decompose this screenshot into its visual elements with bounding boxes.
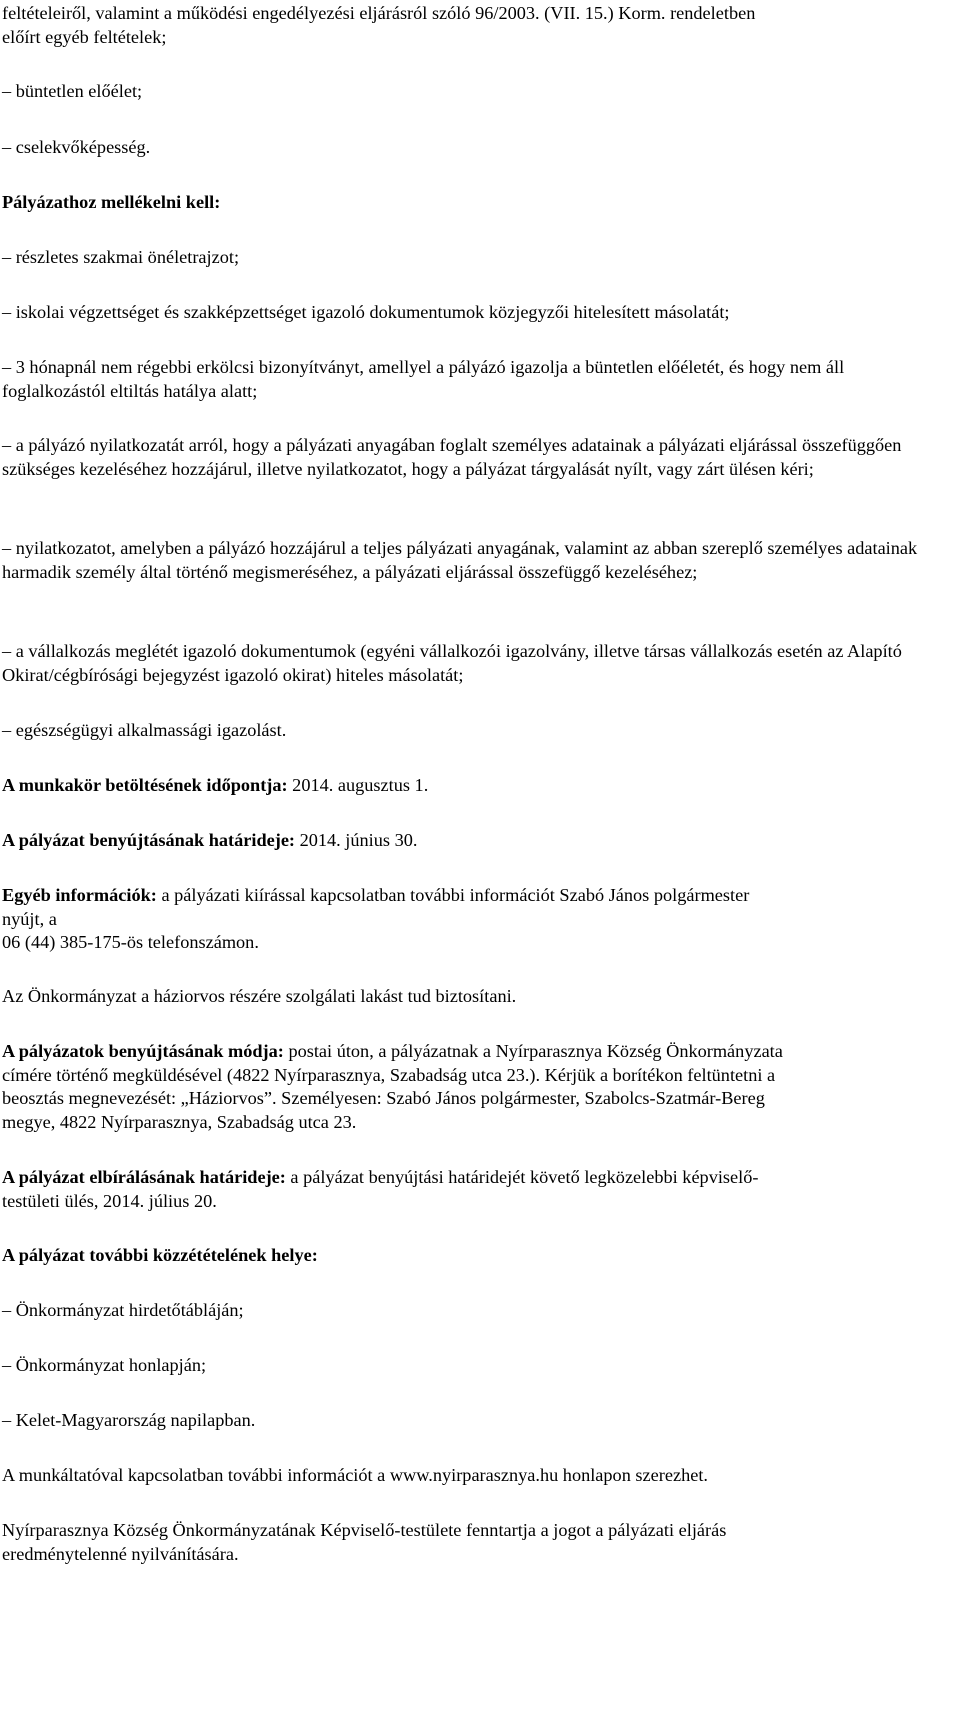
start-date-label: A munkakör betöltésének időpontja:: [2, 775, 288, 795]
attachments-heading: Pályázathoz mellékelni kell:: [2, 192, 221, 212]
evaluation-deadline: A pályázat elbírálásának határideje: a pályázat benyújtási határidejét követő legközelebbi képviselő- testületi ülés, 2014. július 20.: [2, 1167, 759, 1211]
publication-place: – Önkormányzat hirdetőtábláján;: [2, 1300, 244, 1320]
requirement-item: – büntetlen előélet;: [2, 81, 143, 101]
evaluation-label: A pályázat elbírálásának határideje:: [2, 1167, 286, 1187]
submission-deadline: [2, 829, 950, 853]
deadline-value: 2014. június 30.: [295, 830, 418, 850]
submission-method: A pályázatok benyújtásának módja: postai úton, a pályázatnak a Nyírparasznya Község Önkormányzata címére történő megküldésével (4822 Nyírparasznya, Szabadság utca 23.). Kérjük a borítékon feltüntetni a beosztás megnevezését: „Háziorvos”. Személyesen: Szabó János polgármester, Szabolcs-Szatmár-Bereg megye, 4822 Nyírparasznya, Szabadság utca 23.: [2, 1041, 783, 1132]
attachment-item: – iskolai végzettséget és szakképzettséget igazoló dokumentumok közjegyzői hitelesített másolatát;: [2, 302, 730, 322]
intro-line-1: feltételeiről, valamint a működési engedélyezési eljárásról szóló 96/2003. (VII. 15.) Korm. rendeletben: [2, 3, 756, 23]
publication-place: – Önkormányzat honlapján;: [2, 1355, 207, 1375]
attachment-item: – a vállalkozás meglétét igazoló dokumentumok (egyéni vállalkozói igazolvány, illetve társas vállalkozás esetén az Alapító Okirat/cégbírósági bejegyzést igazoló okirat) hiteles másolatát;: [2, 641, 902, 685]
attachment-item: – nyilatkozatot, amelyben a pályázó hozzájárul a teljes pályázati anyagának, valamint az abban szereplő személyes adatainak harmadik személy által történő megismeréséhez, a pályázati eljárással összefüggő kezeléséhez;: [2, 538, 918, 582]
requirement-item: – cselekvőképesség.: [2, 137, 151, 157]
other-info: Egyéb információk: a pályázati kiírással kapcsolatban további információt Szabó János polgármester nyújt, a 06 (44) 385-175-ös telefonszámon.: [2, 885, 750, 952]
publication-heading: A pályázat további közzétételének helye:: [2, 1245, 318, 1265]
closing-paragraph: Nyírparasznya Község Önkormányzatának Képviselő-testülete fenntartja a jogot a pályázati eljárás eredménytelenné nyilvánítására.: [2, 1520, 727, 1564]
other-info-label: Egyéb információk:: [2, 885, 157, 905]
intro-paragraph: [2, 2, 950, 49]
employer-info: A munkáltatóval kapcsolatban további információt a www.nyirparasznya.hu honlapon szerezhet.: [2, 1465, 708, 1485]
start-date-value: 2014. augusztus 1.: [287, 775, 429, 795]
deadline-label: A pályázat benyújtásának határideje:: [2, 830, 296, 850]
start-date: [2, 774, 950, 798]
submission-label: A pályázatok benyújtásának módja:: [2, 1041, 284, 1061]
intro-line-2: előírt egyéb feltételek;: [2, 26, 167, 47]
attachment-item: – egészségügyi alkalmassági igazolást.: [2, 720, 287, 740]
attachment-item: – részletes szakmai önéletrajzot;: [2, 247, 240, 267]
attachment-item: – 3 hónapnál nem régebbi erkölcsi bizonyítványt, amellyel a pályázó igazolja a büntetlen előéletét, és hogy nem áll foglalkozástól eltiltás hatálya alatt;: [2, 357, 845, 401]
attachment-item: – a pályázó nyilatkozatát arról, hogy a pályázati anyagában foglalt személyes adatainak a pályázati eljárással összefüggően szükséges kezeléséhez hozzájárul, illetve nyilatkozatot, hogy a pályázat tárgyalását nyílt, vagy zárt ülésen kéri;: [2, 435, 902, 479]
publication-place: – Kelet-Magyarország napilapban.: [2, 1410, 256, 1430]
housing-note: Az Önkormányzat a háziorvos részére szolgálati lakást tud biztosítani.: [2, 986, 517, 1006]
